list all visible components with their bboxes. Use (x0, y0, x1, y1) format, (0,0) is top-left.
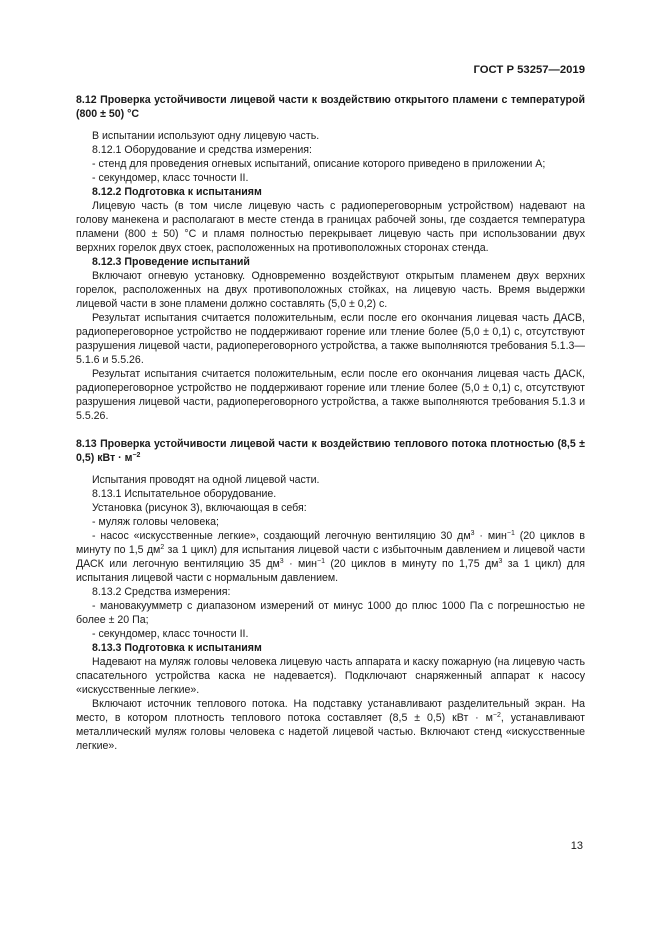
list-item: - насос «искусственные легкие», создающий легочную вентиляцию 30 $дм^3 \cdot мин^{-1}$ (20 циклов в минуту по 1,5 $дм^2$ за 1 цикл) для испытания лицевой части с избыточным давлением и лицевой части ДАСК или легочную вентиляцию 35 $дм^3 \cdot мин^{-1}$ (20 циклов в минуту по 1,75 $дм^3$ за 1 цикл) для испытания лицевой части с нормальным давлением. (76, 530, 586, 584)
list-item: - муляж головы человека; (92, 516, 219, 528)
document-body (76, 93, 585, 753)
paragraph: 8.12.1 Оборудование и средства измерения: (92, 144, 312, 156)
paragraph: Лицевую часть (в том числе лицевую часть с радиопереговорным устройством) надевают на голову манекена и располагают в месте стенда в границах рабочей зоны, где создается температура пламени (800 ± 50) °С и пламя полностью перекрывает лицевую часть при использовании двух верхних горелок двух стоек, расположенных на противоположных сторонах стенда. (76, 200, 585, 254)
paragraph: Включают огневую установку. Одновременно воздействуют открытым пламенем двух верхних горелок, расположенных на двух противоположных стойках, на лицевую часть. Время выдержки лицевой части в зоне пламени должно составлять (5,0 ± 0,2) с. (76, 270, 585, 310)
section-8-13-title: 8.13 Проверка устойчивости лицевой части к воздействию теплового потока плотностью (8,5 ± 0,5) кВт · $м^{-2}$ (76, 438, 585, 464)
page-number: 13 (570, 840, 583, 852)
list-item: - мановакуумметр с диапазоном измерений от минус 1000 до плюс 1000 Па с погрешностью не более ± 20 Па; (76, 600, 585, 626)
paragraph: В испытании используют одну лицевую часть. (92, 130, 320, 142)
standard-designation: ГОСТ Р 53257—2019 (473, 64, 585, 76)
paragraph: Надевают на муляж головы человека лицевую часть аппарата и каску пожарную (на лицевую часть спасательного устройства каска не надевается). Подключают снаряженный аппарат к насосу «искусственные легкие». (76, 656, 585, 696)
paragraph: Результат испытания считается положительным, если после его окончания лицевая часть ДАСК, радиопереговорное устройство не поддерживают горение или тление более (5,0 ± 0,1) с, отсутствуют разрушения лицевой части, радиопереговорного устройства, а также выполняются требования 5.1.3 и 5.5.26. (76, 368, 585, 422)
list-item: - секундомер, класс точности II. (92, 172, 249, 184)
paragraph: Результат испытания считается положительным, если после его окончания лицевая часть ДАСВ, радиопереговорное устройство не поддерживают горение или тление более (5,0 ± 0,1) с, отсутствуют разрушения лицевой части, радиопереговорного устройства, а также выполняются требования 5.1.3—5.1.6 и 5.5.26. (76, 312, 585, 366)
paragraph: 8.13.2 Средства измерения: (92, 586, 231, 598)
paragraph: Установка (рисунок 3), включающая в себя: (92, 502, 307, 514)
subsection-8-13-3-title: 8.13.3 Подготовка к испытаниям (92, 642, 262, 654)
paragraph: Испытания проводят на одной лицевой части. (92, 474, 320, 486)
subsection-8-12-3-title: 8.12.3 Проведение испытаний (92, 256, 250, 268)
list-item: - секундомер, класс точности II. (92, 628, 249, 640)
paragraph: 8.13.1 Испытательное оборудование. (92, 488, 277, 500)
section-8-12-title: 8.12 Проверка устойчивости лицевой части к воздействию открытого пламени с температурой (800 ± 50) °С (76, 94, 585, 120)
subsection-8-12-2-title: 8.12.2 Подготовка к испытаниям (92, 186, 262, 198)
list-item: - стенд для проведения огневых испытаний, описание которого приведено в приложении А; (92, 158, 546, 170)
paragraph: Включают источник теплового потока. На подставку устанавливают разделительный экран. На место, в котором плотность теплового потока составляет (8,5 ± 0,5) кВт · $м^{-2}$, устанавливают металлический муляж головы человека с надетой лицевой частью. Включают стенд «искусственные легкие». (76, 698, 585, 752)
